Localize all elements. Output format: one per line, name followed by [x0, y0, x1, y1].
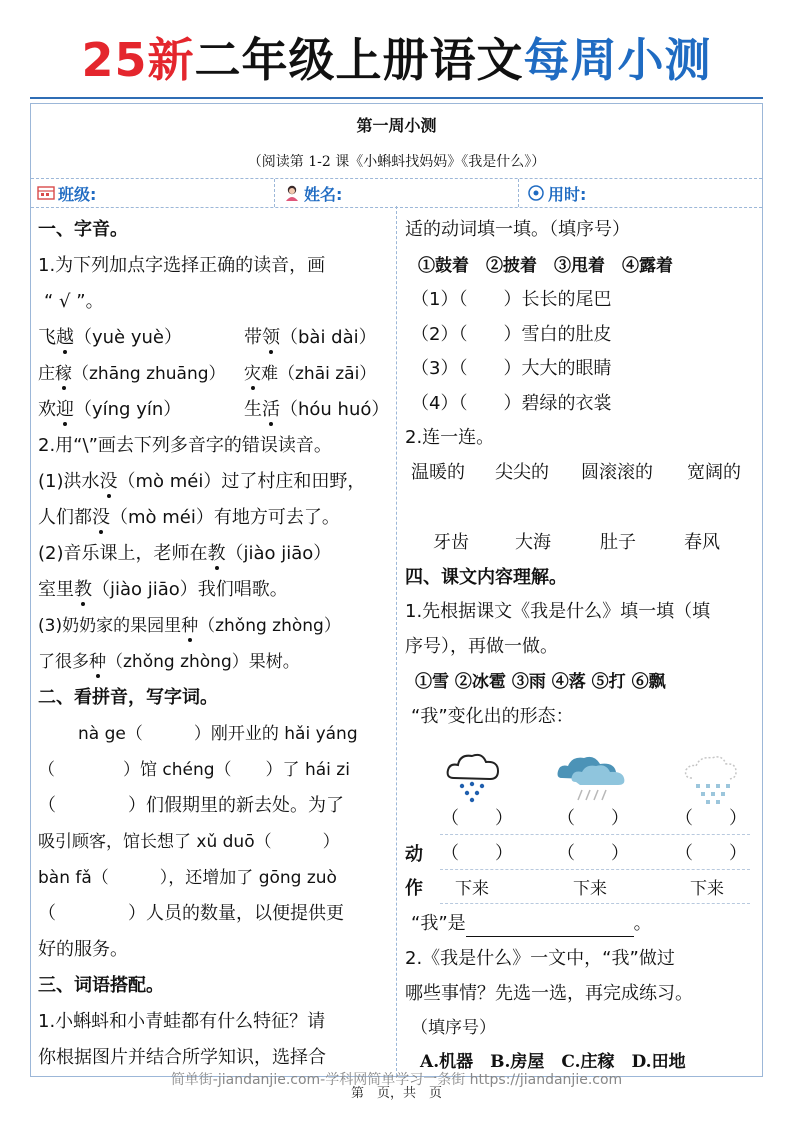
section-1-title: 一、字音。	[38, 219, 128, 240]
match-adjective[interactable]: 圆滚滚的	[581, 462, 653, 483]
pron-item	[38, 361, 226, 387]
s3-q1-continuation: 适的动词填一填。（填序号）	[405, 219, 630, 240]
hail-cloud-icon	[682, 750, 742, 808]
s4-q2-line-b: 哪些事情？先选一选，再完成练习。	[405, 983, 693, 1004]
watermark: 简单街-jiandanjie.com-学科网简单学习一条街 https://jiandanjie.com	[170, 1072, 623, 1088]
wo-shi-text: “我”是	[411, 913, 466, 934]
match-prompt: 2.连一连。	[405, 427, 495, 448]
pinyin-passage-line: （ ）们假期里的新去处。为了	[38, 795, 344, 816]
dashed-rule	[440, 903, 750, 904]
banner-title	[0, 30, 793, 90]
q2-text: （zhǒng zhòng）果树。	[106, 652, 300, 672]
pron-char: 带	[244, 327, 262, 348]
pron-char: 难	[261, 364, 278, 384]
q2-text: 了很多	[38, 652, 89, 672]
q2-dotted-char: 没	[100, 469, 118, 495]
pron-item	[38, 397, 181, 423]
xia-lai-text: 下来	[690, 879, 724, 899]
verb-options: ①鼓着 ②披着 ③甩着 ④露着	[418, 256, 673, 276]
class-icon	[37, 184, 55, 202]
s4-q2-note: （填序号）	[411, 1018, 496, 1038]
q2-dotted-char: 教	[74, 577, 92, 603]
pron-item	[38, 325, 182, 351]
week-subtitle: （阅读第 1-2 课《小蝌蚪找妈妈》《我是什么》）	[247, 154, 546, 170]
pron-pinyin: （yíng yín）	[74, 399, 182, 420]
pinyin-passage-line: （ ）人员的数量，以便提供更	[38, 903, 344, 924]
match-noun[interactable]: 牙齿	[433, 532, 469, 553]
q2-dotted-char: 种	[181, 613, 198, 639]
column-divider	[396, 206, 397, 1076]
q2-text: 室里	[38, 579, 74, 600]
q2-text: （mò méi）过了村庄和田野，	[117, 471, 366, 492]
form-blank[interactable]: （ ）	[557, 808, 629, 829]
pinyin-passage-line: 吸引顾客，馆长想了 xǔ duō（ ）	[38, 832, 340, 852]
action-label-2: 作	[405, 878, 423, 899]
pron-char: 欢	[38, 399, 56, 420]
s1-q2-prompt: 2.用“\”画去下列多音字的错误读音。	[38, 435, 332, 456]
q2-text: 人们都	[38, 507, 92, 528]
banner-part-1: 25新	[81, 33, 195, 87]
name-label: 姓名:	[304, 184, 343, 204]
pron-dotted-char: 灾	[244, 361, 261, 387]
pron-dotted-char: 活	[262, 397, 280, 423]
time-field[interactable]	[527, 179, 586, 207]
class-label: 班级:	[58, 184, 97, 204]
xia-lai-text: 下来	[455, 879, 489, 899]
class-field[interactable]	[37, 179, 96, 207]
q2-dotted-char: 没	[92, 505, 110, 531]
wo-shi-line	[411, 911, 652, 937]
dashed-rule	[440, 869, 750, 870]
form-options: ①雪 ②冰雹 ③雨 ④落 ⑤打 ⑥飘	[415, 672, 666, 692]
s3-q1-line-b: 你根据图片并结合所学知识，选择合	[38, 1047, 326, 1068]
q2-text: （jiào jiāo）	[225, 543, 332, 564]
pron-pinyin: （yuè yuè）	[74, 327, 182, 348]
person-icon	[283, 184, 301, 202]
q2-sentence	[38, 469, 365, 495]
wo-shi-blank[interactable]	[466, 916, 634, 937]
action-blank[interactable]: （ ）	[441, 843, 513, 864]
q2-text: (1)洪水	[38, 471, 100, 492]
fill-item: （4）（ ）碧绿的衣裳	[411, 393, 612, 414]
week-title: 第一周小测	[356, 116, 437, 135]
form-blank[interactable]: （ ）	[441, 808, 513, 829]
pron-char: 飞	[38, 327, 56, 348]
q2-dotted-char: 教	[208, 541, 226, 567]
match-adjective[interactable]: 尖尖的	[495, 462, 549, 483]
q2-sentence	[38, 541, 331, 567]
pron-dotted-char: 越	[56, 325, 74, 351]
pron-item	[244, 397, 389, 423]
match-adjective[interactable]: 宽阔的	[687, 462, 741, 483]
banner-part-3: 每周小测	[523, 33, 712, 87]
forms-prompt: “我”变化出的形态：	[411, 706, 574, 727]
fill-item: （1）（ ）长长的尾巴	[411, 289, 612, 310]
pron-char: 生	[244, 399, 262, 420]
s1-q1-line-b: “ √ ”。	[44, 291, 104, 312]
q2-sentence	[38, 505, 340, 531]
pron-pinyin: （zhāng zhuāng）	[72, 364, 226, 384]
section-3-title: 三、词语搭配。	[38, 975, 164, 996]
s4-q1-line-b: 序号），再做一做。	[405, 636, 558, 657]
action-label-1: 动	[405, 844, 423, 865]
action-blank[interactable]: （ ）	[675, 843, 747, 864]
dashed-rule	[440, 834, 750, 835]
info-separator-2	[518, 179, 519, 207]
fill-item: （3）（ ）大大的眼睛	[411, 358, 612, 379]
pinyin-passage-line: bàn fǎ（ ），还增加了 gōng zuò	[38, 868, 337, 888]
match-noun[interactable]: 大海	[515, 532, 551, 553]
section-2-title: 二、看拼音，写字词。	[38, 687, 218, 708]
q2-text: （zhǒng zhòng）	[198, 616, 341, 636]
q2-dotted-char: 种	[89, 649, 106, 675]
pinyin-passage-line: 好的服务。	[38, 939, 128, 960]
info-separator-1	[274, 179, 275, 207]
rain-cloud-icon	[556, 752, 630, 806]
time-label: 用时:	[548, 184, 587, 204]
match-noun[interactable]: 肚子	[600, 532, 636, 553]
xia-lai-text: 下来	[573, 879, 607, 899]
s3-q1-line-a: 1.小蝌蚪和小青蛙都有什么特征？请	[38, 1011, 326, 1032]
pron-pinyin: （zhāi zāi）	[278, 364, 377, 384]
clock-icon	[527, 184, 545, 202]
match-adjective[interactable]: 温暖的	[411, 462, 465, 483]
pron-dotted-char: 领	[262, 325, 280, 351]
match-noun[interactable]: 春风	[684, 532, 720, 553]
pron-char: 庄	[38, 364, 55, 384]
q2-text: (2)音乐课上，老师在	[38, 543, 208, 564]
q2-sentence	[38, 649, 300, 675]
s4-q2-line-a: 2.《我是什么》一文中，“我”做过	[405, 948, 675, 969]
pron-dotted-char: 迎	[56, 397, 74, 423]
pron-dotted-char: 稼	[55, 361, 72, 387]
pron-pinyin: （hóu huó）	[280, 399, 390, 420]
q2-text: (3)奶奶家的果园里	[38, 616, 182, 636]
action-blank[interactable]: （ ）	[557, 843, 629, 864]
s1-q1-line-a: 1.为下列加点字选择正确的读音，画	[38, 255, 326, 276]
fill-item: （2）（ ）雪白的肚皮	[411, 324, 612, 345]
choice-options: A.机器 B.房屋 C.庄稼 D.田地	[420, 1052, 686, 1072]
q2-sentence	[38, 613, 341, 639]
page-number: 第 页，共 页	[350, 1086, 442, 1101]
pinyin-passage-line: nà ge（ ）刚开业的 hǎi yáng	[78, 724, 358, 744]
section-4-title: 四、课文内容理解。	[405, 567, 567, 588]
pron-item	[244, 325, 377, 351]
pron-pinyin: （bài dài）	[280, 327, 377, 348]
snow-cloud-icon	[444, 748, 504, 804]
info-row	[31, 178, 762, 208]
wo-shi-end: 。	[633, 913, 652, 934]
banner-divider	[30, 97, 763, 99]
pinyin-passage-line: （ ）馆 chéng（ ）了 hái zi	[38, 760, 350, 780]
q2-text: （jiào jiāo）我们唱歌。	[92, 579, 288, 600]
pron-item	[244, 361, 376, 387]
form-blank[interactable]: （ ）	[675, 808, 747, 829]
name-field[interactable]	[283, 179, 342, 207]
s4-q1-line-a: 1.先根据课文《我是什么》填一填（填	[405, 601, 711, 622]
q2-sentence	[38, 577, 288, 603]
banner-part-2: 二年级上册语文	[194, 33, 524, 87]
q2-text: （mò méi）有地方可去了。	[110, 507, 340, 528]
